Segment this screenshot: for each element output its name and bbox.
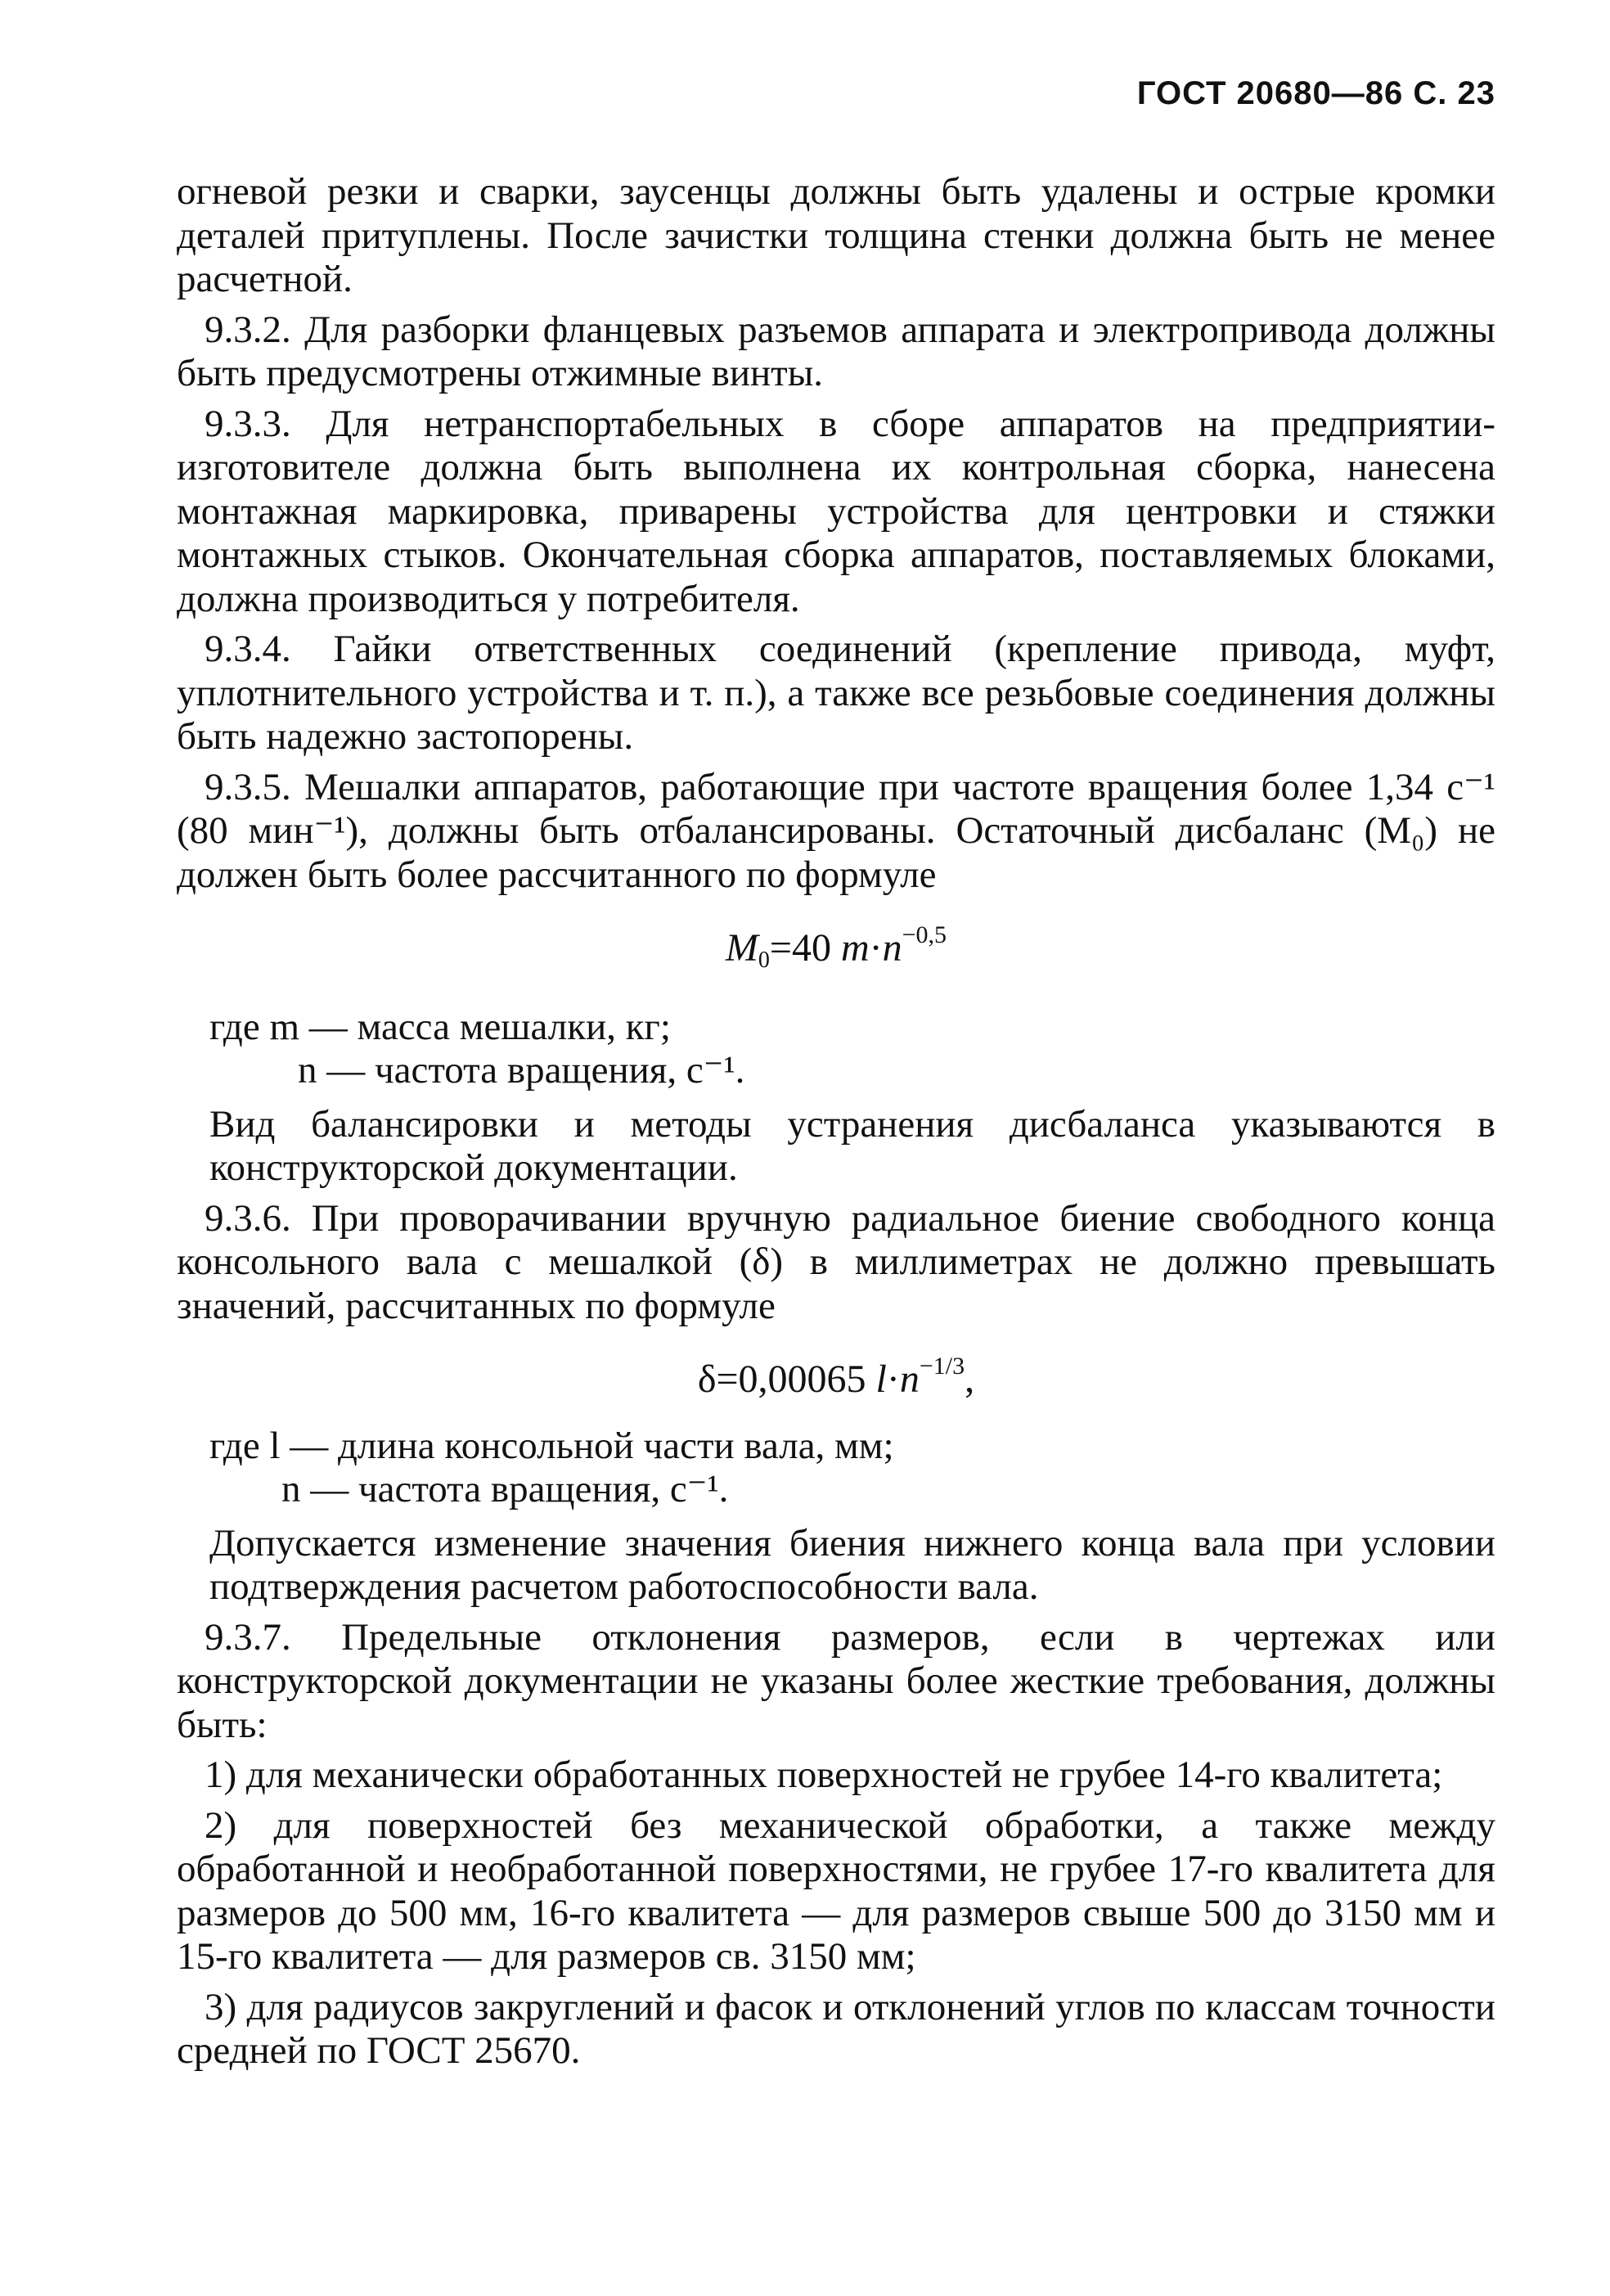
formula-delta-symbol: δ — [697, 1357, 717, 1401]
formula-exponent-2: −1/3 — [919, 1353, 965, 1380]
formula-equals-2: =0,00065 — [716, 1357, 876, 1401]
paragraph-9-3-2: 9.3.2. Для разборки фланцевых разъемов аппарата и электропривода должны быть предусмотрены отжимные винты. — [177, 308, 1495, 394]
paragraph-9-3-4: 9.3.4. Гайки ответственных соединений (крепление привода, муфт, уплотнительного устройства и т. п.), а также все резьбовые соединения должны быть надежно застопорены. — [177, 628, 1495, 758]
formula-exponent: −0,5 — [902, 921, 947, 948]
formula-length-symbol: l — [875, 1357, 887, 1401]
paragraph-runout-change: Допускается изменение значения биения нижнего конца вала при условии подтверждения расчетом работоспособности вала. — [209, 1521, 1495, 1608]
formula-m-subscript: 0 — [758, 948, 770, 973]
formula-runout — [177, 1344, 1495, 1402]
paragraph-9-3-6: 9.3.6. При проворачивании вручную радиальное биение свободного конца консольного вала с мешалкой (δ) в миллиметрах не должно превышать значений, рассчитанных по формуле — [177, 1196, 1495, 1327]
formula-n-symbol-2: n — [899, 1357, 920, 1401]
list-item-1: 1) для механически обработанных поверхностей не грубее 14-го квалитета; — [205, 1754, 1443, 1796]
paragraph-9-3-7: 9.3.7. Предельные отклонения размеров, если в чертежах или конструкторской документации не указаны более жесткие требования, должны быть: — [177, 1615, 1495, 1746]
formula-definition-n-2: n — частота вращения, с⁻¹. — [281, 1468, 729, 1510]
formula-dot: · — [869, 926, 883, 970]
formula-dot-2: · — [886, 1357, 900, 1401]
paragraph-balancing: Вид балансировки и методы устранения дисбаланса указываются в конструкторской документации. — [209, 1102, 1495, 1189]
paragraph-continuation: огневой резки и сварки, заусенцы должны быть удалены и острые кромки деталей притуплены. После зачистки толщина стенки должна быть не менее расчетной. — [177, 170, 1495, 300]
formula-comma: , — [965, 1357, 975, 1401]
formula-n-symbol: n — [882, 926, 902, 970]
paragraph-9-3-3: 9.3.3. Для нетранспортабельных в сборе аппаратов на предприятии-изготовителе должна быть выполнена их контрольная сборка, нанесена монтажная маркировка, приварены устройства для центровки и стяжки монтажных стыков. Окончательная сборка аппаратов, поставляемых блоками, должна производиться у потребителя. — [177, 402, 1495, 620]
formula-imbalance — [177, 913, 1495, 983]
page-header: ГОСТ 20680—86 С. 23 — [1136, 75, 1495, 111]
list-item-3: 3) для радиусов закруглений и фасок и отклонений углов по классам точности средней по ГОСТ 25670. — [177, 1985, 1495, 2072]
paragraph-9-3-5: 9.3.5. Мешалки аппаратов, работающие при частоте вращения более 1,34 с⁻¹ (80 мин⁻¹), должны быть отбалансированы. Остаточный дисбаланс (M₀) не должен быть более рассчитанного по формуле — [177, 765, 1495, 896]
list-item-2: 2) для поверхностей без механической обработки, а также между обработанной и необработанной поверхностями, не грубее 17-го квалитета для размеров до 500 мм, 16-го квалитета — для размеров свыше 500 до 3150 мм и 15-го квалитета — для размеров св. 3150 мм; — [177, 1803, 1495, 1978]
formula-definition-n: n — частота вращения, с⁻¹. — [298, 1049, 745, 1092]
formula-definition-l: где l — длина консольной части вала, мм; — [209, 1424, 894, 1467]
formula-definition-m: где m — масса мешалки, кг; — [209, 1005, 671, 1048]
formula-equals: =40 — [769, 926, 841, 970]
document-body — [177, 170, 1495, 2080]
formula-m-symbol: M — [725, 926, 758, 970]
formula-mass-symbol: m — [840, 926, 870, 970]
